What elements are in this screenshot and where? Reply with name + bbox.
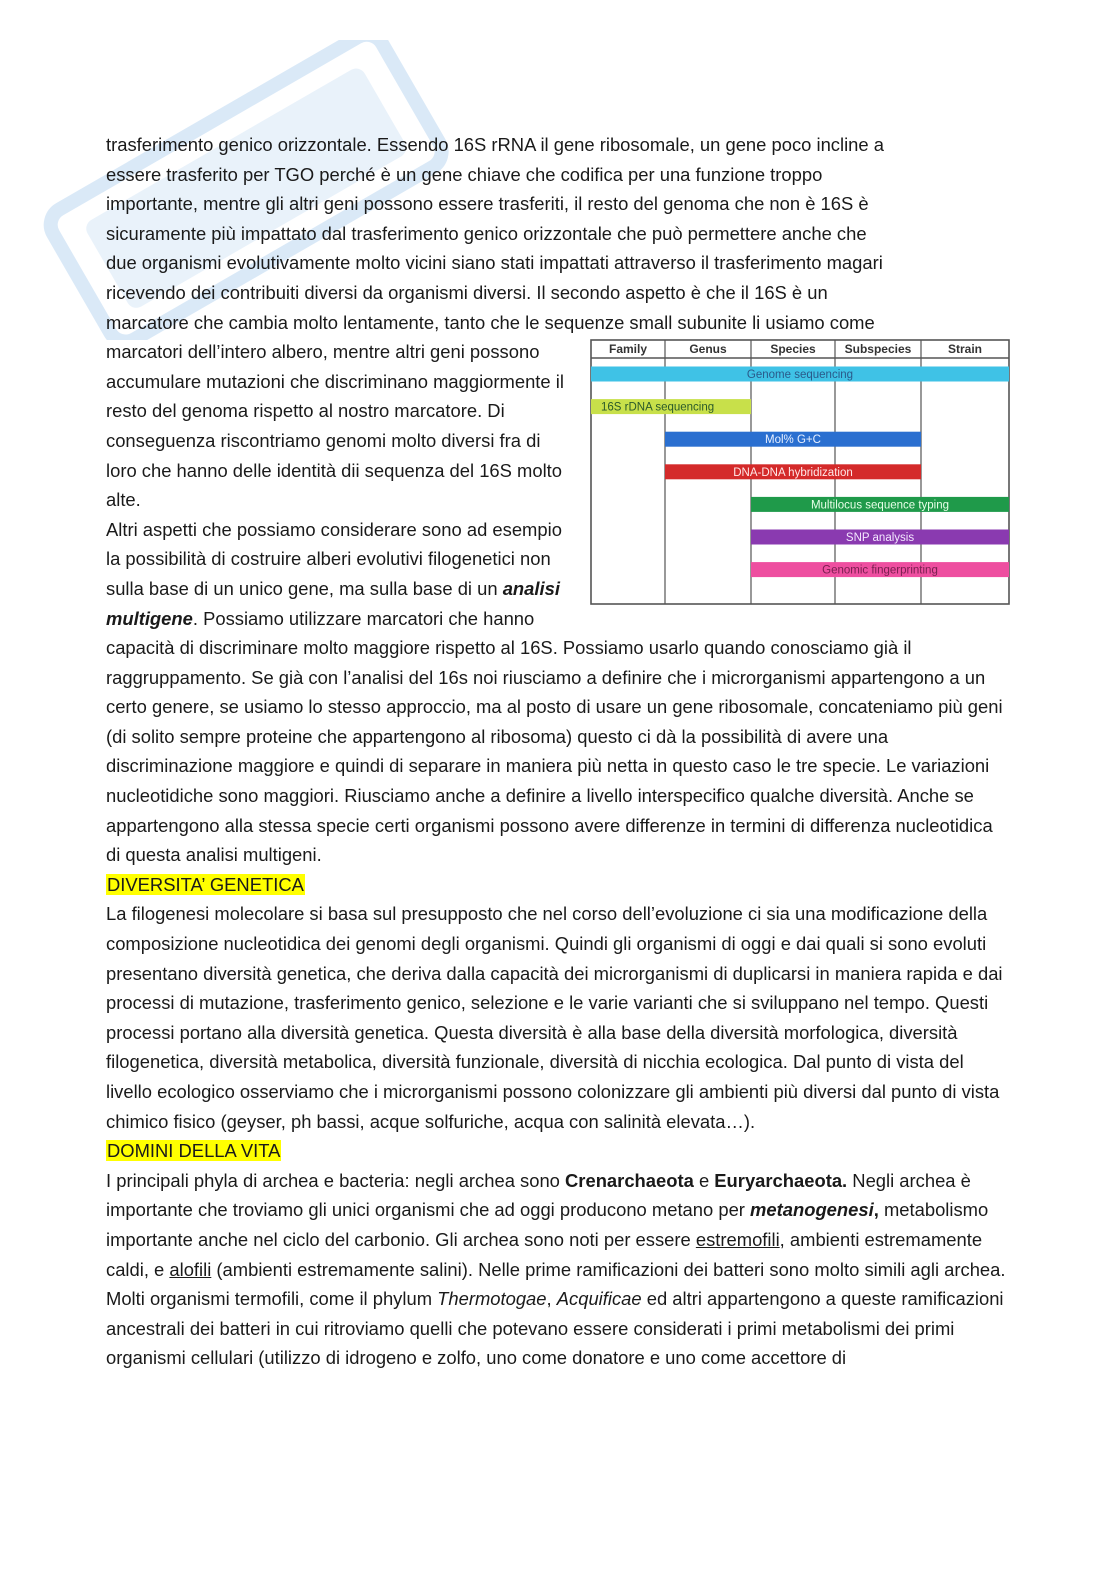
text-segment: . Possiamo utilizzare marcatori che hanno capacità di discriminare molto maggiore rispetto al 16S. Possiamo usarlo quando conosciamo già il raggruppamento. Se già con l’analisi del 16s noi riusciamo a definire che i microrganismi appartengono a un certo genere, se usiamo lo stesso approccio, ma al posto di usare un gene ribosomale, concateniamo più geni (di solito sempre proteine che appartengono al ribosoma) questo ci dà la possibilità di avere una discriminazione maggiore e quindi di separare in maniera più netta in questo caso le tre specie. Le variazioni nucleotidiche sono maggiori. Riusciamo anche a definire a livello interspecifico qualche diversità. Anche se appartengono alla stessa specie certi organismi possono avere differenze in termini di differenza nucleotidica di questa analisi multigeni. — [106, 607, 1003, 866]
figure-column-label: Strain — [947, 342, 983, 357]
resolution-chart — [589, 338, 1011, 606]
text-segment: e — [693, 1169, 715, 1191]
figure-column-label: Genus — [689, 342, 727, 357]
paragraph-domains-of-life — [106, 1166, 1011, 1373]
figure-bar-label: Genome sequencing — [746, 369, 854, 382]
bold-term-analisi-multigene: analisi multigene — [106, 577, 560, 629]
text-line: importante, mentre gli altri geni possono essere trasferiti, il resto del genoma che non è 16S è — [106, 193, 869, 215]
underline-alofili: alofili — [169, 1258, 212, 1280]
text-segment: (ambienti estremamente salini). Nelle prime ramificazioni dei batteri sono molto simili agli archea. Molti organismi termofili, come il phylum — [106, 1258, 1006, 1310]
heading-domini-della-vita — [106, 1136, 1011, 1166]
text-segment: metabolismo importante anche nel ciclo del carbonio. Gli archea sono noti per essere — [106, 1199, 989, 1250]
text-line: trasferimento genico orizzontale. Essendo 16S rRNA il gene ribosomale, un gene poco incline a — [106, 134, 884, 155]
bold-crenarchaeota: Crenarchaeota — [565, 1169, 694, 1191]
underline-estremofili: estremofili — [695, 1228, 780, 1250]
figure-bar-label: Multilocus sequence typing — [810, 499, 950, 512]
figure-column-label: Subspecies — [844, 342, 912, 357]
text-segment: Altri aspetti che possiamo considerare sono ad esempio la possibilità di costruire alberi evolutivi filogenetici non sulla base di un unico gene, ma sulla base di un — [106, 518, 562, 599]
heading-highlight: DOMINI DELLA VITA — [107, 1140, 281, 1162]
text-segment: Negli archea è importante che troviamo gli unici organismi che ad oggi producono metano per — [106, 1169, 971, 1221]
heading-highlight: DIVERSITA’ GENETICA — [107, 873, 304, 895]
figure-column-label: Species — [770, 342, 816, 357]
figure-column-label: Family — [608, 342, 648, 357]
bold-italic-metanogenesi: metanogenesi — [750, 1199, 874, 1221]
text-line: essere trasferito per TGO perché è un gene chiave che codifica per una funzione troppo — [106, 163, 823, 185]
text-line: marcatore che cambia molto lentamente, tanto che le sequenze small subunite li usiamo come — [106, 311, 875, 333]
figure-bar-label: DNA-DNA hybridization — [733, 466, 853, 479]
paragraph-horizontal-transfer — [106, 130, 1011, 337]
italic-acquificae: Acquificae — [556, 1288, 642, 1310]
paragraph-genetic-diversity: La filogenesi molecolare si basa sul presupposto che nel corso dell’evoluzione ci sia una modificazione della composizione nucleotidica dei genomi degli organismi. Quindi gli organismi di oggi e dai quali si sono evoluti presentano diversità genetica, che deriva dalla capacità dei microrganismi di duplicarsi in maniera rapida e dai processi di mutazione, trasferimento genico, selezione e le varie varianti che si sviluppano nel tempo. Questi processi portano alla diversità genetica. Questa diversità è alla base della diversità morfologica, diversità filogenetica, diversità metabolica, diversità funzionale, diversità di nicchia ecologica. Dal punto di vista del livello ecologico osserviamo che i microrganismi possono colonizzare gli ambienti più diversi dal punto di vista chimico fisico (geyser, ph bassi, acque solfuriche, acqua con salinità elevata…). — [106, 903, 1003, 1132]
figure-bar-label: Mol% G+C — [765, 434, 821, 447]
taxonomic-resolution-figure — [589, 338, 1011, 606]
figure-bar-label: Genomic fingerprinting — [822, 564, 938, 577]
italic-thermotogae: Thermotogae — [437, 1288, 547, 1310]
text-line: due organismi evolutivamente molto vicini siano stati impattati attraverso il trasferimento magari — [106, 252, 883, 274]
document-page — [106, 130, 1011, 1373]
figure-bar-label: 16S rDNA sequencing — [601, 401, 715, 414]
bold-euryarchaeota: Euryarchaeota. — [714, 1169, 848, 1191]
text-line: sicuramente più impattato dal trasferimento genico orizzontale che può permettere anche che — [106, 222, 867, 244]
text-segment: ed altri appartengono a queste ramificazioni ancestrali dei batteri in cui ritroviamo quelli che potevano essere considerati i primi metabolismi dei primi organismi cellulari (utilizzo di idrogeno e zolfo, uno come donatore e uno come accettore di — [106, 1288, 1004, 1369]
text-segment: , — [546, 1288, 557, 1310]
text-segment: I principali phyla di archea e bacteria: negli archea sono — [106, 1169, 566, 1191]
bold-comma: , — [873, 1199, 879, 1221]
heading-diversita-genetica — [106, 870, 1011, 900]
figure-bar-label: SNP analysis — [845, 532, 915, 545]
text-segment: , ambienti estremamente caldi, e — [106, 1228, 983, 1280]
text-line: ricevendo dei contribuiti diversi da organismi diversi. Il secondo aspetto è che il 16S è un — [106, 281, 828, 303]
paragraph-float-text: marcatori dell’intero albero, mentre altri geni possono accumulare mutazioni che discriminano maggiormente il resto del genoma rispetto al nostro marcatore. Di conseguenza riscontriamo genomi molto diversi fra di loro che hanno delle identità dii sequenza del 16S molto alte. — [106, 341, 564, 511]
